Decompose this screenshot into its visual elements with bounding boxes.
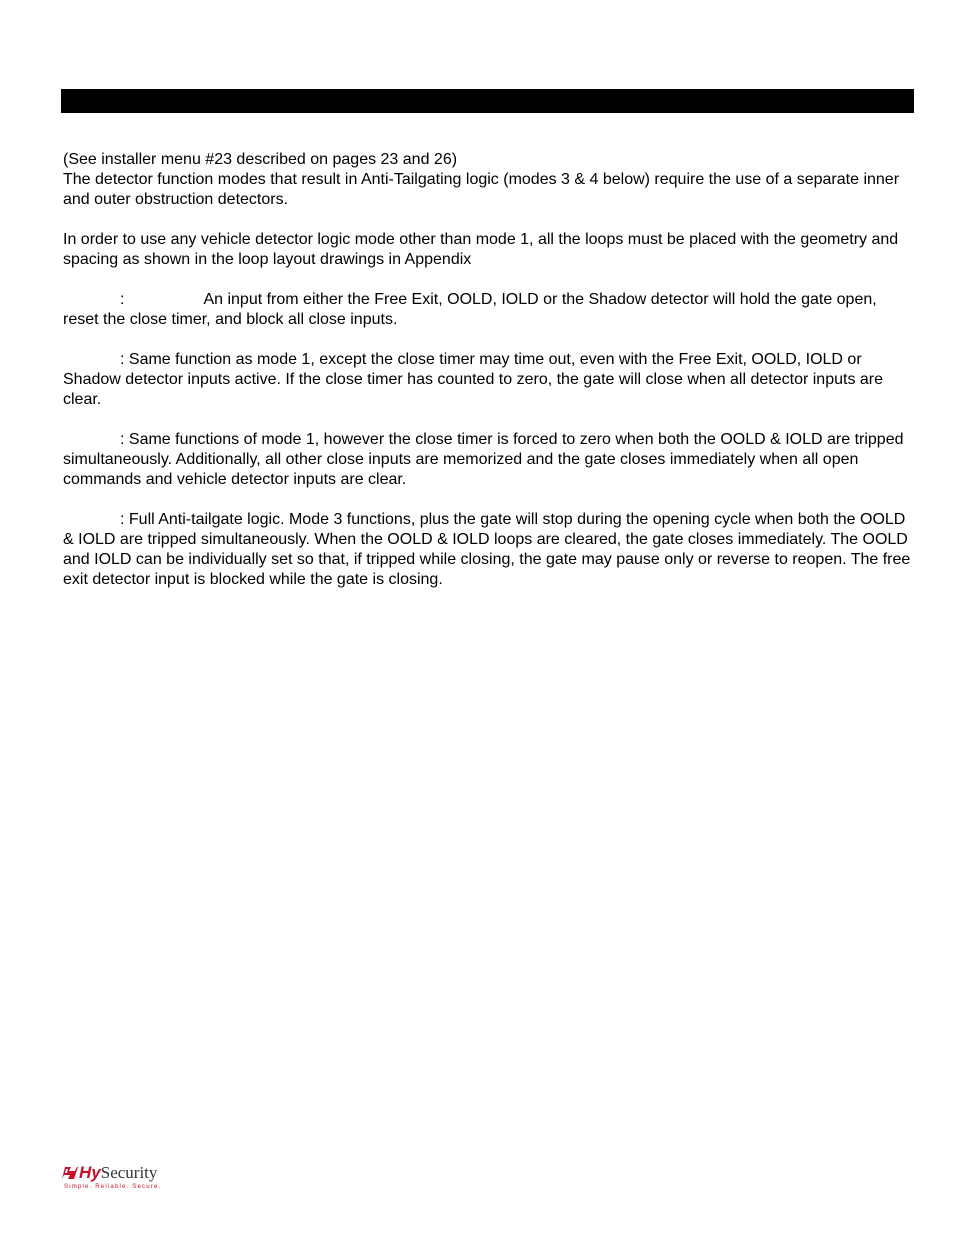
logo-hy: Hy: [79, 1163, 101, 1182]
intro-paragraph: The detector function modes that result in Anti-Tailgating logic (modes 3 & 4 below) require the use of a separate inner and outer obstruction detectors.: [63, 171, 900, 208]
loops-paragraph: In order to use any vehicle detector logic mode other than mode 1, all the loops must be placed with the geometry and spacing as shown in the loop layout drawings in Appendix: [63, 231, 899, 268]
mode-2-paragraph: [63, 350, 913, 410]
mode-4-text: : Full Anti-tailgate logic. Mode 3 functions, plus the gate will stop during the opening cycle when both the OOLD & IOLD are tripped simultaneously. When the OOLD & IOLD loops are cleared, the gate closes immediately. The OOLD and IOLD can be individually set so that, if tripped while closing, the gate may pause only or reverse to reopen. The free exit detector input is blocked while the gate is closing.: [63, 511, 911, 588]
section-header-bar: [61, 89, 914, 113]
mode-1-colon: :: [120, 291, 125, 308]
document-body: [63, 150, 913, 590]
logo-security: Security: [100, 1163, 158, 1182]
mode-1-text: An input from either the Free Exit, OOLD, IOLD or the Shadow detector will hold the gate open, reset the close timer, and block all close inputs.: [63, 291, 877, 328]
mode-2-text: : Same function as mode 1, except the close timer may time out, even with the Free Exit, OOLD, IOLD or Shadow detector inputs active. If the close timer has counted to zero, the gate will close when all detector inputs are clear.: [63, 351, 884, 408]
mode-4-paragraph: [63, 510, 913, 590]
logo-mark-icon: [62, 1166, 78, 1180]
mode-3-paragraph: [63, 430, 913, 490]
hysecurity-logo: [62, 1163, 162, 1195]
logo-tagline: Simple. Reliable. Secure.: [64, 1184, 162, 1190]
logo-wordmark: [79, 1163, 157, 1183]
mode-3-text: : Same functions of mode 1, however the close timer is forced to zero when both the OOLD & IOLD are tripped simultaneously. Additionally, all other close inputs are memorized and the gate closes immediately when all open commands and vehicle detector inputs are clear.: [63, 431, 904, 488]
menu-reference: (See installer menu #23 described on pages 23 and 26): [63, 151, 458, 168]
mode-1-paragraph: [63, 290, 913, 330]
